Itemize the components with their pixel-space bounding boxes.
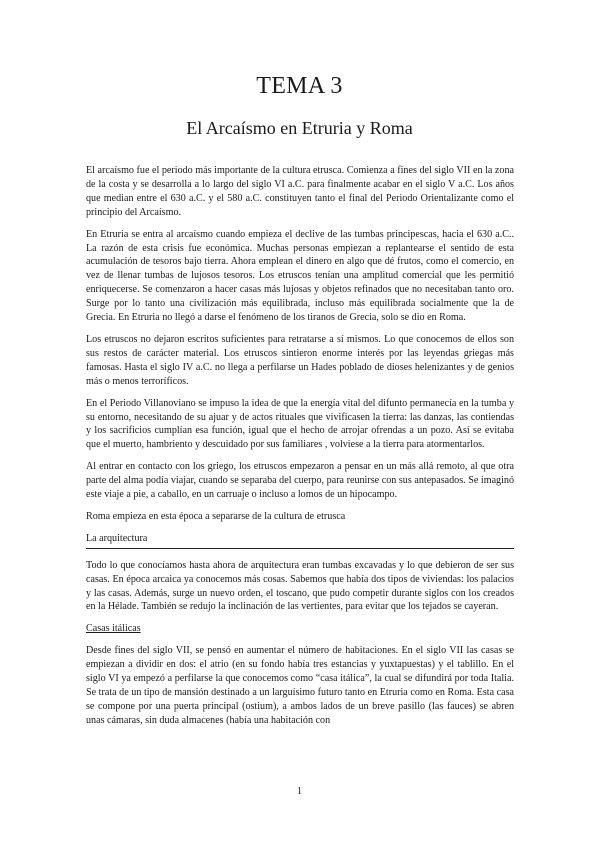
section-paragraph: Desde fines del siglo VII, se pensó en aumentar el número de habitaciones. En el siglo VII las casas se empiezan a dividir en dos: el atrio (en su fondo había tres estancias y yuxtapuestas) y el tablillo. En el siglo VI ya empezó a perfilarse la que conocemos como “casa itálica”, la cual se difundirá por toda Italia. Se trata de un tipo de mansión destinado a un larguísimo futuro tanto en Etruria como en Roma. Esta casa se compone por una puerta principal (ostium), a ambos lados de un breve pasillo (las fauces) se abren unas cámaras, sin duda almacenes (había una habitación con — [86, 645, 514, 726]
section-heading-label: Casas itálicas — [86, 623, 141, 635]
paragraph: Al entrar en contacto con los griego, los etruscos empezaron a pensar en un más allá remoto, al que otra parte del alma podía viajar, cuando se separaba del cuerpo, para reunirse con sus antepasados. Se imaginó este viaje a pie, a caballo, en un carruaje o incluso a lomos de un hipocampo. — [86, 461, 514, 501]
section-heading-arquitectura — [86, 532, 514, 549]
paragraph: El arcaísmo fue el periodo más importante de la cultura etrusca. Comienza a fines del siglo VII en la zona de la costa y se desarrolla a lo largo del siglo VI a.C. para finalmente acabar en el siglo V a.C. Los años que median entre el 630 a.C. y el 580 a.C. constituyen tanto el final del Periodo Orientalizante como el principio del Arcaísmo. — [86, 165, 514, 218]
paragraph: Los etruscos no dejaron escritos suficientes para retratarse a sí mismos. Lo que conocemos de ellos son sus restos de carácter material. Los etruscos sintieron enorme interés por las leyendas griegas más famosas. Hasta el siglo IV a.C. no llega a perfilarse un Hades poblado de dioses helenizantes y de genios más o menos terroríficos. — [86, 333, 514, 387]
document-subtitle: El Arcaísmo en Etruria y Roma — [186, 118, 413, 138]
paragraph: Roma empieza en esta época a separarse de la cultura de etrusca — [86, 510, 346, 522]
page-number: 1 — [296, 786, 303, 797]
paragraph: En Etruria se entra al arcaísmo cuando empieza el declive de las tumbas principescas, hacia el 630 a.C.. La razón de esta crisis fue económica. Muchas personas empiezan a replantearse el sentido de esta acumulación de tesoros bajo tierra. Ahora emplean el dinero en algo que dé frutos, como el comercio, en vez de llenar tumbas de lujosos tesoros. Los etruscos tenían una amplitud comercial que les permitió enriquecerse. Se comenzaron a hacer casas más lujosas y objetos refinados que no necesitaban tanto oro. Surge por lo tanto una civilización más equilibrada, incluso más equilibrada socialmente que la de Grecia. En Etruria no llegó a darse el fenómeno de los tiranos de Grecia, solo se dio en Roma. — [86, 228, 514, 324]
document-title: TEMA 3 — [256, 73, 343, 99]
section-paragraph: Todo lo que conocíamos hasta ahora de arquitectura eran tumbas excavadas y lo que debieron de ser sus casas. En época arcaica ya conocemos más cosas. Sabemos que había dos tipos de viviendas: los palacios y las casas. Además, surge un nuevo orden, el toscano, que pudo competir durante siglos con los creados en la Hélade. También se redujo la inclinación de las vertientes, para evitar que los tejados se cayeran. — [86, 559, 514, 613]
section-heading-label: La arquitectura — [86, 532, 148, 544]
document-body — [86, 164, 514, 736]
section-heading-casas-italicas — [86, 622, 514, 636]
paragraph: En el Periodo Villanoviano se impuso la idea de que la energía vital del difunto permanecía en la tumba y su entorno, necesitando de su ajuar y de actos rituales que vivificasen la tierra: las danzas, las contiendas y los sacrificios cumplían esa función, igual que el hecho de arrojar ofrendas a un pozo. Así se evitaba que el muerto, hambriento y descuidado por sus familiares , volviese a la tierra para atormentarlos. — [86, 397, 514, 451]
